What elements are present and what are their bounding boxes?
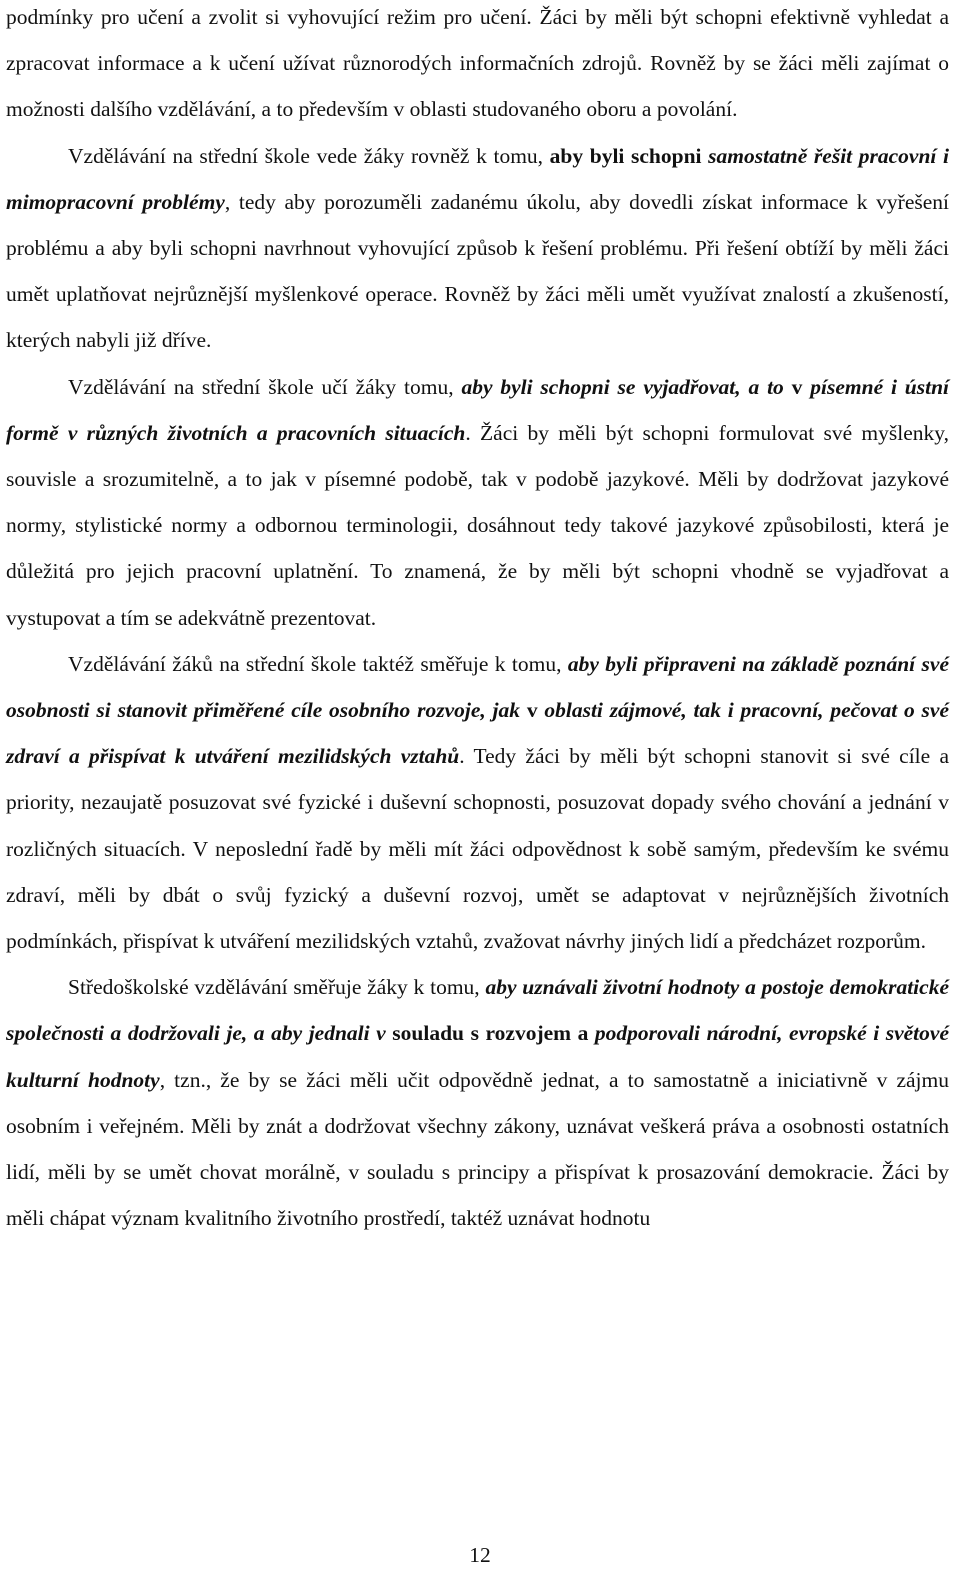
emphasis-bold-italic: samostatně řešit pracovní i mimopracovní problémy <box>6 143 950 214</box>
paragraph-text: , tedy aby porozuměli zadanému úkolu, aby dovedli získat informace k vyřešení problému a aby byli schopni navrhnout vyhovující způsob k řešení problému. Při řešení obtíží by měli žáci umět uplatňovat nejrůznější myšlenkové operace. Rovněž by žáci měli umět využívat znalostí a zkušeností, kterých nabyli již dříve. <box>6 189 950 353</box>
paragraph-text: podmínky pro učení a zvolit si vyhovující režim pro učení. Žáci by měli být schopni efektivně vyhledat a zpracovat informace a k učení užívat různorodých informačních zdrojů. Rovněž by se žáci měli zajímat o možnosti dalšího vzdělávání, a to především v oblasti studovaného oboru a povolání. <box>6 5 949 122</box>
page-number: 12 <box>469 1543 491 1567</box>
emphasis-bold: v <box>791 374 811 399</box>
paragraph-continuation <box>6 0 949 133</box>
emphasis-bold: souladu s rozvojem a <box>392 1021 595 1046</box>
emphasis-bold-italic: podporovali národní, evropské i světové kulturní hodnoty <box>6 1021 949 1092</box>
document-page <box>6 0 949 1577</box>
paragraph-problem-solving <box>6 133 949 364</box>
emphasis-bold-italic: písemné i ústní formě v různých životních a pracovních situacích <box>6 374 950 445</box>
paragraph-text: . Žáci by měli být schopni formulovat své myšlenky, souvisle a srozumitelně, a to jak v písemné podobě, tak v podobě jazykové. Měli by dodržovat jazykové normy, stylistické normy a odbornou terminologii, dosáhnout tedy takové jazykové způsobilosti, která je důležitá pro jejich pracovní uplatnění. To znamená, že by měli být schopni vhodně se vyjadřovat a vystupovat a tím se adekvátně prezentovat. <box>6 420 950 630</box>
paragraph-text: , tzn., že by se žáci měli učit odpovědně jednat, a to samostatně a iniciativně v zájmu osobním i veřejném. Měli by znát a dodržovat všechny zákony, uznávat veškerá práva a osobnosti ostatních lidí, měli by se umět chovat morálně, v souladu s principy a přispívat k prosazování demokracie. Žáci by měli chápat význam kvalitního životního prostředí, taktéž uznávat hodnotu <box>6 1067 949 1231</box>
paragraph-democratic-values <box>6 964 949 1241</box>
emphasis-bold-italic: aby byli schopni se vyjadřovat, a to <box>461 374 792 399</box>
emphasis-bold-italic: oblasti zájmové, tak i pracovní, pečovat o své zdraví a přispívat k utváření mezilidských vztahů <box>6 698 949 769</box>
paragraph-text: . Tedy žáci by měli být schopni stanovit si své cíle a priority, nezaujatě posuzovat své fyzické i duševní schopnosti, posuzovat dopady svého chování a jednání v rozličných situacích. V neposlední řadě by měli mít žáci odpovědnost k sobě samým, především ke svému zdraví, měli by dbát o svůj fyzický a duševní rozvoj, umět se adaptovat v nejrůznějších životních podmínkách, přispívat k utváření mezilidských vztahů, zvažovat návrhy jiných lidí a předcházet rozporům. <box>6 744 949 954</box>
emphasis-bold: aby byli schopni <box>549 143 709 168</box>
paragraph-text: Středoškolské vzdělávání směřuje žáky k tomu, <box>68 975 486 1000</box>
emphasis-bold-italic: aby byli připraveni na základě poznání své osobnosti si stanovit přiměřené cíle osobního rozvoje, jak <box>6 651 949 723</box>
paragraph-communication <box>6 364 949 641</box>
paragraph-text: Vzdělávání žáků na střední škole taktéž směřuje k tomu, <box>68 651 568 676</box>
emphasis-bold: v <box>526 698 545 723</box>
emphasis-bold-italic: aby uznávali životní hodnoty a postoje demokratické společnosti a dodržovali je, a aby jednali v <box>6 975 949 1046</box>
paragraph-text: Vzdělávání na střední škole učí žáky tomu, <box>68 374 462 399</box>
paragraph-personal-development <box>6 641 949 964</box>
paragraph-text: Vzdělávání na střední škole vede žáky rovněž k tomu, <box>68 143 550 168</box>
